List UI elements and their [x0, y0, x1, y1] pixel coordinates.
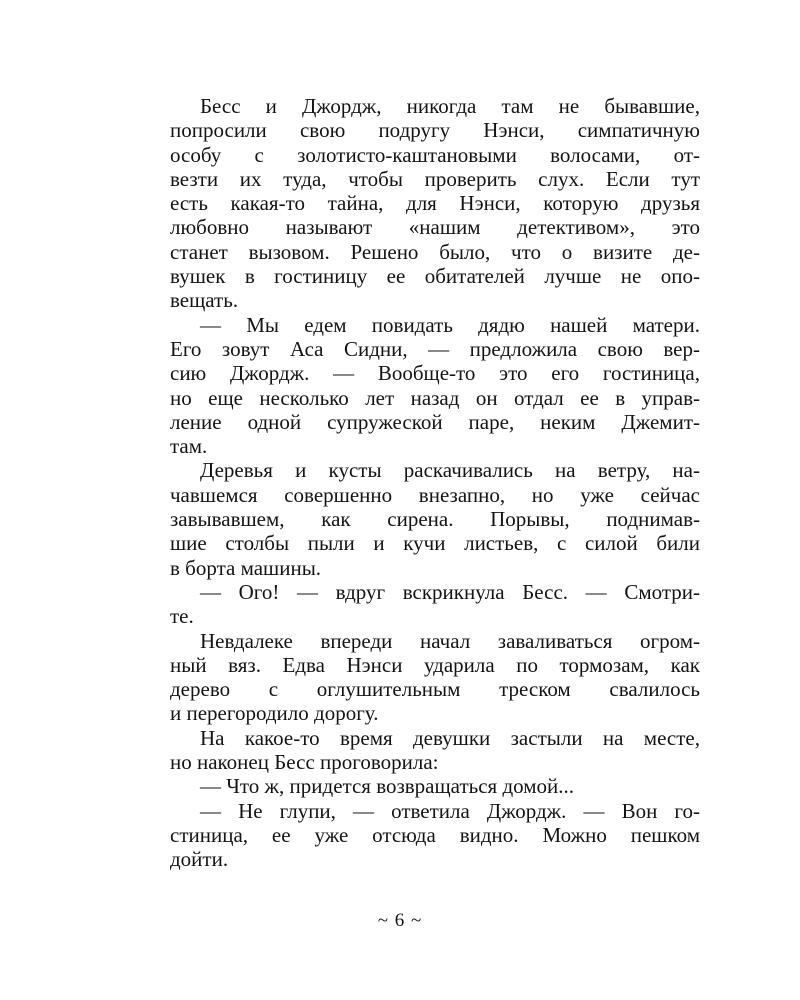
text-line: завывавшем, как сирена. Порывы, поднимав-	[170, 507, 700, 532]
text-line: в борта машины.	[170, 555, 322, 580]
text-line: есть какая-то тайна, для Нэнси, которую друзья	[170, 191, 700, 216]
text-line: там.	[170, 434, 208, 459]
page-number: ~ 6 ~	[377, 910, 423, 931]
text-line: ление одной супружеской паре, неким Джемит-	[170, 409, 700, 434]
body-text	[170, 94, 700, 872]
text-line: Невдалеке впереди начал заваливаться огром-	[200, 628, 700, 653]
text-line: вещать.	[170, 288, 239, 313]
text-line: — Что ж, придется возвращаться домой...	[200, 774, 575, 799]
text-line: вушек в гостиницу ее обитателей лучше не опо-	[170, 264, 700, 289]
text-line: дерево с оглушительным треском свалилось	[170, 677, 700, 702]
text-line: любовно называют «нашим детективом», это	[170, 215, 700, 240]
text-line: те.	[170, 604, 194, 629]
text-line: особу с золотисто-каштановыми волосами, от-	[170, 142, 700, 167]
text-line: — Не глупи, — ответила Джордж. — Вон го-	[200, 798, 700, 823]
text-line: везти их туда, чтобы проверить слух. Если тут	[170, 166, 700, 191]
text-line: но еще несколько лет назад он отдал ее в управ-	[170, 385, 700, 410]
text-line: ный вяз. Едва Нэнси ударила по тормозам, как	[170, 652, 700, 677]
text-line: — Ого! — вдруг вскрикнула Бесс. — Смотри-	[200, 579, 700, 604]
text-line: дойти.	[170, 847, 229, 872]
text-line: Его зовут Аса Сидни, — предложила свою вер-	[170, 336, 700, 361]
text-line: шие столбы пыли и кучи листьев, с силой били	[170, 531, 700, 556]
text-line: но наконец Бесс проговорила:	[170, 750, 439, 775]
text-line: сию Джордж. — Вообще-то это его гостиница,	[170, 361, 700, 386]
text-line: На какое-то время девушки застыли на месте,	[200, 725, 700, 750]
text-line: стиница, ее уже отсюда видно. Можно пешком	[170, 822, 700, 847]
text-line: попросили свою подругу Нэнси, симпатичную	[170, 118, 700, 143]
text-line: станет вызовом. Решено было, что о визите де-	[170, 239, 700, 264]
text-line: — Мы едем повидать дядю нашей матери.	[200, 312, 700, 337]
text-line: чавшемся совершенно внезапно, но уже сейчас	[170, 482, 700, 507]
text-line: Деревья и кусты раскачивались на ветру, на-	[200, 458, 700, 483]
text-line: Бесс и Джордж, никогда там не бывавшие,	[200, 94, 700, 118]
text-line: и перегородило дорогу.	[170, 701, 379, 726]
